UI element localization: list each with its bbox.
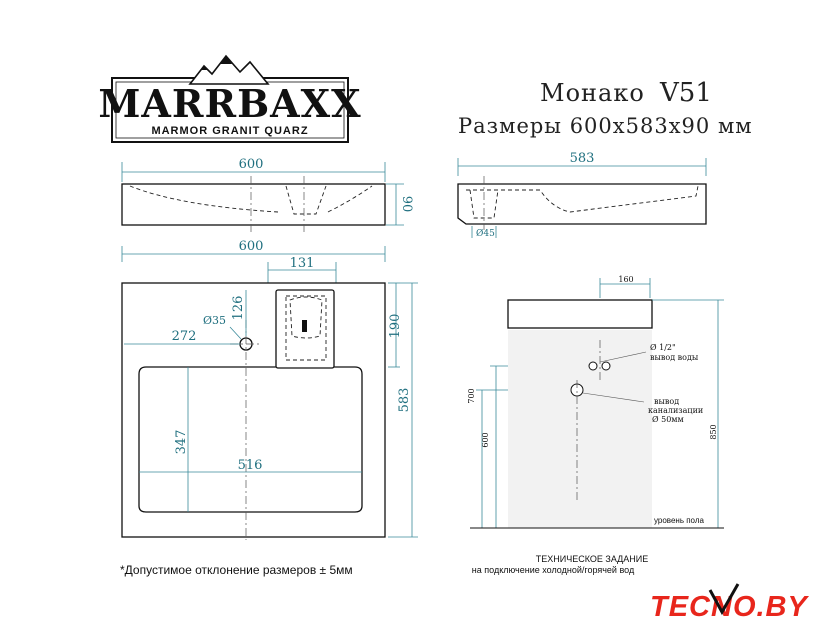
brand-tagline: MARMOR GRANIT QUARZ	[151, 125, 309, 137]
height-600-label: 600	[481, 432, 490, 448]
wall-area	[508, 330, 652, 528]
water-outlet-label: вывод воды	[650, 353, 699, 362]
drain-title-label: вывод	[654, 397, 680, 406]
tolerance-footnote: *Допустимое отклонение размеров ± 5мм	[120, 563, 353, 577]
side-view	[458, 151, 706, 239]
plan-view	[122, 239, 418, 540]
spec-subtitle: на подключение холодной/горячей вод	[471, 565, 635, 575]
model-name: Монако	[540, 79, 645, 107]
hole-offset-x-label: 272	[171, 329, 197, 344]
cold-water-outlet-icon	[589, 362, 597, 370]
bowl-width-label: 516	[237, 458, 263, 473]
hole-diameter-label: Ø35	[203, 314, 227, 327]
height-850-label: 850	[709, 424, 718, 440]
bowl-outline	[139, 367, 362, 512]
front-view	[122, 157, 414, 232]
bowl-depth-label: 347	[174, 429, 189, 455]
total-depth-label: 583	[397, 387, 412, 413]
floor-label: уровень пола	[654, 516, 704, 525]
hole-offset-y-label: 126	[231, 295, 246, 321]
drain-subtitle-label: канализации	[648, 406, 704, 415]
install-offset-label: 160	[618, 275, 634, 284]
side-drain-label: Ø45	[476, 229, 495, 239]
hot-water-outlet-icon	[602, 362, 610, 370]
height-700-label: 700	[467, 388, 476, 404]
shelf-depth-label: 190	[388, 313, 403, 339]
watermark-text: TECNO.BY	[650, 591, 808, 623]
mixer-width-label: 131	[289, 256, 315, 271]
brand-name: MARRBAXX	[98, 81, 362, 126]
installation-scheme	[467, 275, 724, 575]
front-width-label: 600	[238, 157, 264, 172]
sink-front-outline	[122, 184, 385, 225]
installed-sink-body	[508, 300, 652, 328]
overflow-slot-icon	[302, 320, 307, 332]
side-depth-label: 583	[569, 151, 595, 166]
title-block	[458, 78, 753, 138]
plan-width-label: 600	[238, 239, 264, 254]
spec-title: ТЕХНИЧЕСКОЕ ЗАДАНИЕ	[535, 554, 649, 564]
drain-size-label: Ø 50мм	[652, 415, 684, 424]
size-line: Размеры 600х583х90 мм	[458, 114, 753, 138]
front-height-label: 90	[399, 195, 414, 213]
water-pipe-label: Ø 1/2"	[650, 343, 676, 352]
site-watermark	[650, 584, 810, 623]
model-code: V51	[660, 78, 712, 108]
brand-logo	[98, 56, 361, 142]
